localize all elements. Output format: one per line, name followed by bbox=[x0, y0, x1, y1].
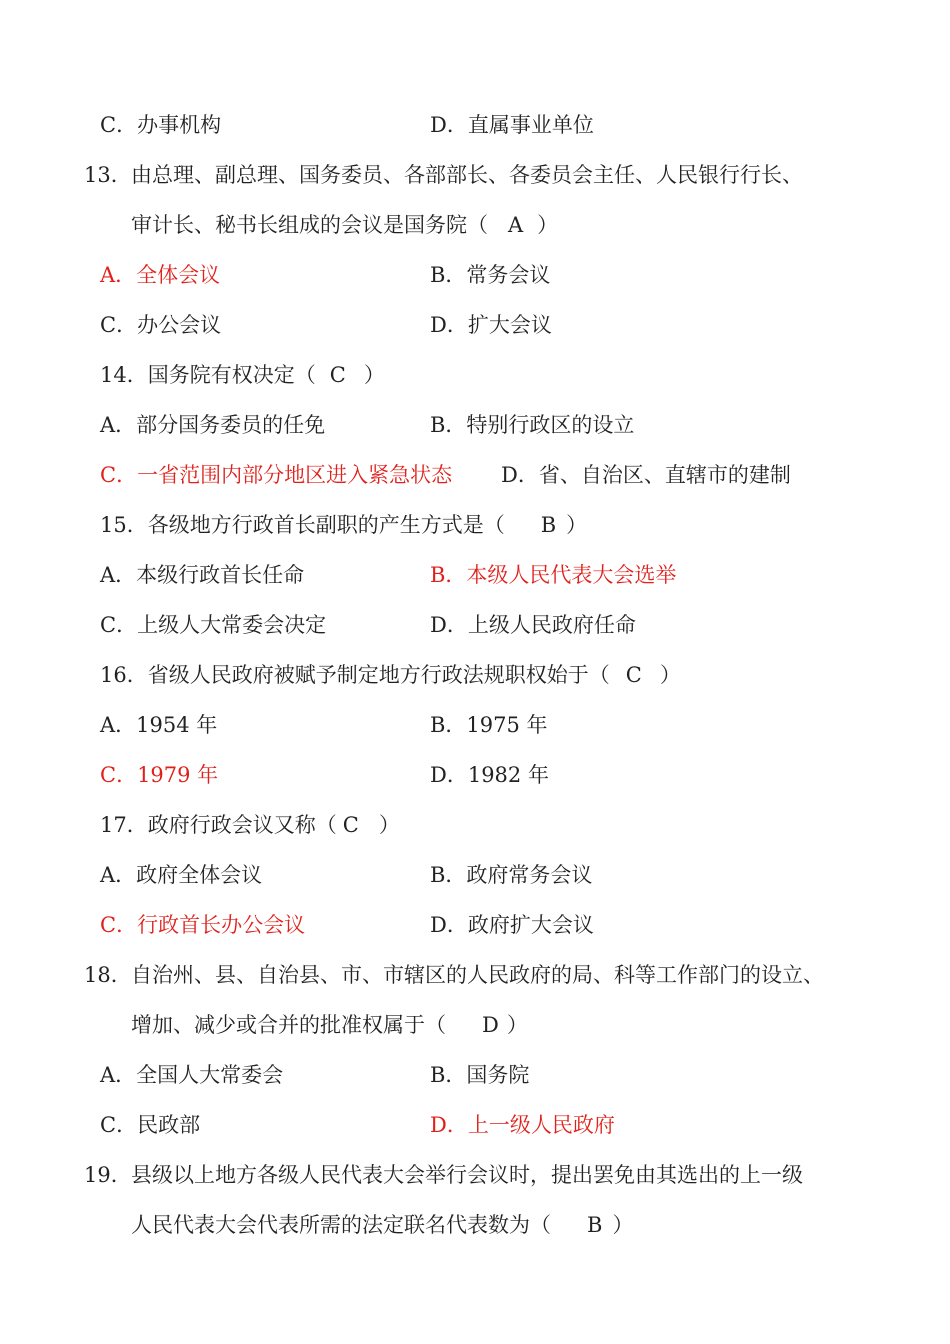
q15-option-a: A．本级行政首长任命 bbox=[100, 563, 305, 587]
q15-option-d: D．上级人民政府任命 bbox=[430, 613, 636, 637]
q17-close-paren: ） bbox=[378, 813, 400, 837]
q13-option-c: C．办公会议 bbox=[100, 313, 222, 337]
q18-option-b: B．国务院 bbox=[430, 1063, 530, 1087]
q19-number: 19． bbox=[84, 1163, 132, 1187]
q13-close-paren: ） bbox=[537, 213, 559, 237]
q16-option-b: B．1975 年 bbox=[430, 713, 548, 737]
q13-stem-line2 bbox=[131, 211, 558, 239]
q15-answer: B bbox=[540, 513, 557, 537]
q14-option-b: B．特别行政区的设立 bbox=[430, 413, 635, 437]
q14-stem bbox=[100, 361, 385, 389]
q14-answer: C bbox=[329, 363, 346, 387]
q17-stem bbox=[100, 811, 400, 839]
q18-option-d-correct: D．上一级人民政府 bbox=[430, 1113, 615, 1137]
q16-option-a: A．1954 年 bbox=[100, 713, 218, 737]
q19-close-paren: ） bbox=[612, 1213, 634, 1237]
q13-option-a-correct: A．全体会议 bbox=[100, 263, 221, 287]
q12-option-c: C．办事机构 bbox=[100, 113, 222, 137]
q17-option-c-correct: C．行政首长办公会议 bbox=[100, 913, 306, 937]
q16-stem bbox=[100, 661, 681, 689]
q19-stem-line1: 县级以上地方各级人民代表大会举行会议时，提出罢免由其选出的上一级 bbox=[131, 1163, 803, 1187]
q13-stem-line1: 由总理、副总理、国务委员、各部部长、各委员会主任、人民银行行长、 bbox=[131, 163, 803, 187]
q15-stem bbox=[100, 511, 587, 539]
q18-stem-text: 增加、减少或合并的批准权属于（ bbox=[131, 1013, 446, 1037]
q17-option-a: A．政府全体会议 bbox=[100, 863, 263, 887]
q13-stem-text: 审计长、秘书长组成的会议是国务院（ bbox=[131, 213, 488, 237]
q17-stem-text: 17．政府行政会议又称（ bbox=[100, 813, 337, 837]
q17-option-b: B．政府常务会议 bbox=[430, 863, 593, 887]
q18-option-c: C．民政部 bbox=[100, 1113, 201, 1137]
q18-stem-line1: 自治州、县、自治县、市、市辖区的人民政府的局、科等工作部门的设立、 bbox=[131, 963, 824, 987]
q18-answer: D bbox=[482, 1013, 499, 1037]
q14-option-c-correct: C．一省范围内部分地区进入紧急状态 bbox=[100, 463, 453, 487]
q19-answer: B bbox=[587, 1213, 603, 1237]
q19-stem-line2 bbox=[131, 1211, 633, 1239]
q12-option-d: D．直属事业单位 bbox=[430, 113, 594, 137]
q15-option-b-correct: B．本级人民代表大会选举 bbox=[430, 563, 677, 587]
q15-close-paren: ） bbox=[566, 513, 588, 537]
q16-close-paren: ） bbox=[659, 663, 681, 687]
q14-close-paren: ） bbox=[363, 363, 385, 387]
q13-option-d: D．扩大会议 bbox=[430, 313, 552, 337]
q18-close-paren: ） bbox=[506, 1013, 528, 1037]
q16-option-c-correct: C．1979 年 bbox=[100, 763, 219, 787]
q18-option-a: A．全国人大常委会 bbox=[100, 1063, 284, 1087]
q14-stem-text: 14．国务院有权决定（ bbox=[100, 363, 316, 387]
q16-stem-text: 16．省级人民政府被赋予制定地方行政法规职权始于（ bbox=[100, 663, 610, 687]
q15-option-c: C．上级人大常委会决定 bbox=[100, 613, 327, 637]
q16-answer: C bbox=[625, 663, 642, 687]
q18-number: 18． bbox=[84, 963, 132, 987]
q16-option-d: D．1982 年 bbox=[430, 763, 549, 787]
q13-answer: A bbox=[508, 213, 524, 237]
q19-stem-text: 人民代表大会代表所需的法定联名代表数为（ bbox=[131, 1213, 551, 1237]
q17-option-d: D．政府扩大会议 bbox=[430, 913, 594, 937]
q13-number: 13． bbox=[84, 163, 132, 187]
q13-option-b: B．常务会议 bbox=[430, 263, 551, 287]
q14-option-a: A．部分国务委员的任免 bbox=[100, 413, 326, 437]
q14-option-d: D．省、自治区、直辖市的建制 bbox=[501, 463, 791, 487]
q17-answer: C bbox=[342, 813, 359, 837]
q15-stem-text: 15．各级地方行政首长副职的产生方式是（ bbox=[100, 513, 505, 537]
q18-stem-line2 bbox=[131, 1011, 528, 1039]
